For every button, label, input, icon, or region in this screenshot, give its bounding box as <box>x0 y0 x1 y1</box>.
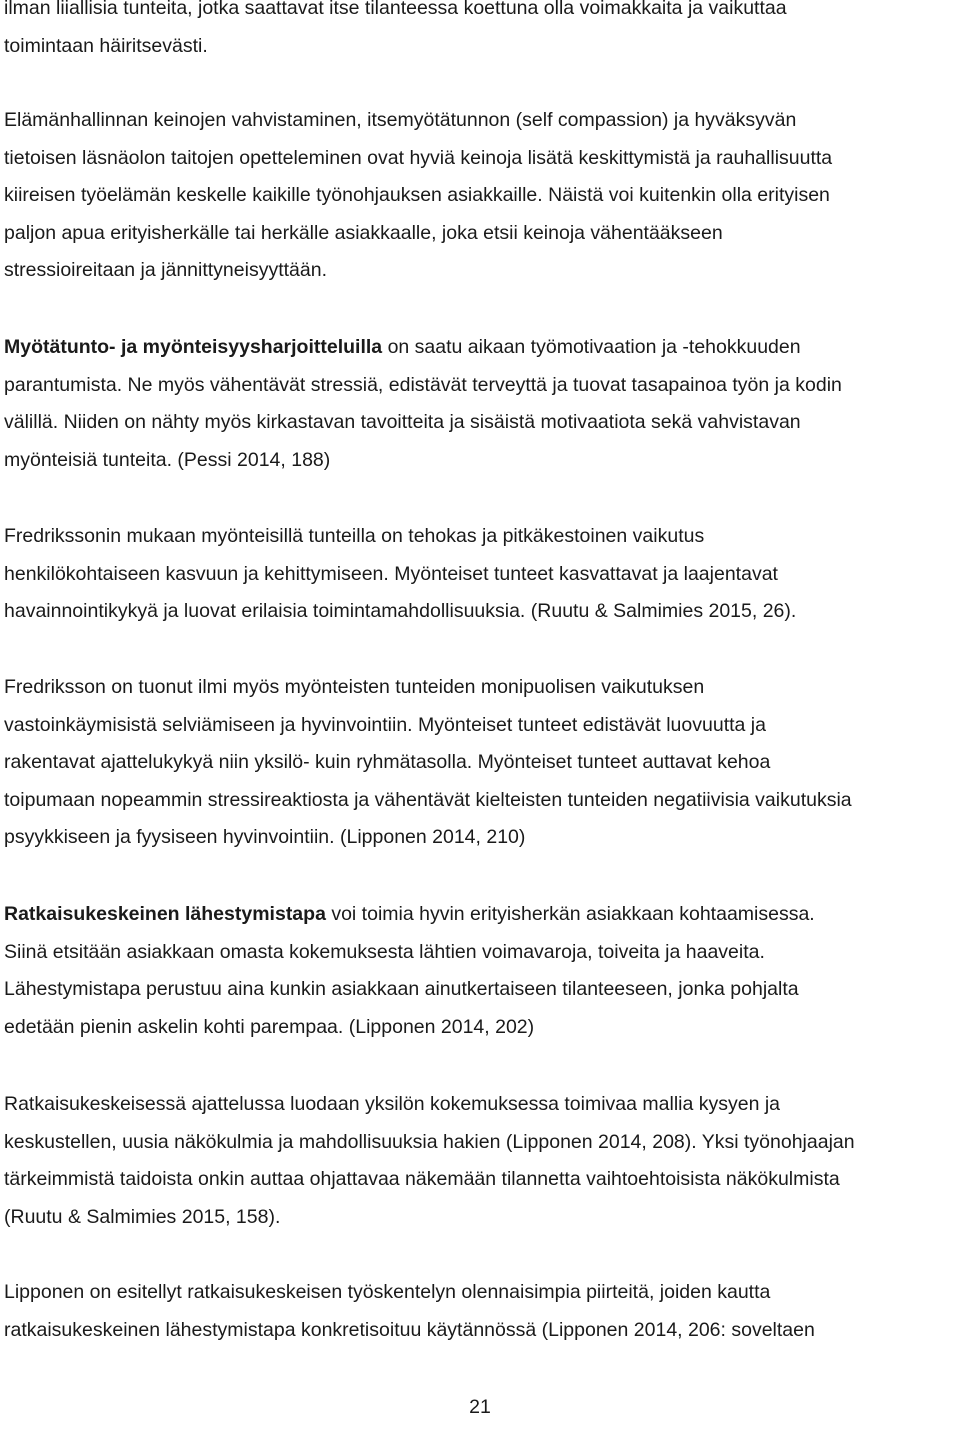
text-line <box>4 329 960 367</box>
text-line: keskustellen, uusia näkökulmia ja mahdollisuuksia hakien (Lipponen 2014, 208). Yksi työnohjaajan <box>4 1130 855 1153</box>
text-line: psyykkiseen ja fyysiseen hyvinvointiin. (Lipponen 2014, 210) <box>4 826 526 849</box>
text-line: myönteisiä tunteita. (Pessi 2014, 188) <box>4 448 331 471</box>
paragraph-3 <box>4 329 960 479</box>
text-line: kiireisen työelämän keskelle kaikille työnohjauksen asiakkaille. Näistä voi kuitenkin olla erityisen <box>4 184 830 207</box>
text-line: toipumaan nopeammin stressireaktiosta ja vähentävät kielteisten tunteiden negatiivisia vaikutuksia <box>4 788 852 811</box>
page-number: 21 <box>469 1396 491 1418</box>
text-line: Ratkaisukeskeisessä ajattelussa luodaan yksilön kokemuksessa toimivaa mallia kysyen ja <box>4 1093 781 1115</box>
text-line: rakentavat ajattelukykyä niin yksilö- kuin ryhmätasolla. Myönteiset tunteet auttavat kehoa <box>4 751 771 774</box>
text-line: Lipponen on esitellyt ratkaisukeskeisen työskentelyn olennaisimpia piirteitä, joiden kautta <box>4 1281 771 1303</box>
text-line: tärkeimmistä taidoista onkin auttaa ohjattavaa näkemään tilannetta vaihtoehtoisista näkökulmista <box>4 1168 840 1191</box>
paragraph-6 <box>4 896 960 1046</box>
paragraph-2 <box>4 102 960 290</box>
paragraph-8 <box>4 1274 960 1349</box>
text-line: toimintaan häiritsevästi. <box>4 34 208 57</box>
text-line: välillä. Niiden on nähty myös kirkastavan tavoitteita ja sisäistä motivaatiota sekä vahvistavan <box>4 411 801 434</box>
text-line: stressioireitaan ja jännittyneisyyttään. <box>4 259 327 282</box>
text-line: vastoinkäymisistä selviämiseen ja hyvinvointiin. Myönteiset tunteet edistävät luovuutta ja <box>4 713 766 736</box>
text-line: Fredriksson on tuonut ilmi myös myönteisten tunteiden monipuolisen vaikutuksen <box>4 676 705 698</box>
text-line: havainnointikykyä ja luovat erilaisia toimintamahdollisuuksia. (Ruutu & Salmimies 2015, 26). <box>4 600 797 623</box>
paragraph-7 <box>4 1086 960 1236</box>
bold-term: Myötätunto- ja myönteisyysharjoitteluilla <box>4 336 383 358</box>
text-line: (Ruutu & Salmimies 2015, 158). <box>4 1205 281 1228</box>
text-line <box>4 896 960 934</box>
text-line: henkilökohtaiseen kasvuun ja kehittymiseen. Myönteiset tunteet kasvattavat ja laajentavat <box>4 562 778 585</box>
text-run: voi toimia hyvin erityisherkän asiakkaan kohtaamisessa. <box>325 903 815 925</box>
text-run: on saatu aikaan työmotivaation ja -tehokkuuden <box>382 336 801 358</box>
bold-term: Ratkaisukeskeinen lähestymistapa <box>4 903 326 925</box>
text-line: tietoisen läsnäolon taitojen opetteleminen ovat hyviä keinoja lisätä keskittymistä ja rauhallisuutta <box>4 146 833 169</box>
paragraph-1 <box>4 0 960 65</box>
paragraph-4 <box>4 518 960 631</box>
text-line: ratkaisukeskeinen lähestymistapa konkretisoituu käytännössä (Lipponen 2014, 206: soveltaen <box>4 1318 815 1341</box>
text-line: paljon apua erityisherkälle tai herkälle asiakkaalle, joka etsii keinoja vähentääkseen <box>4 221 723 244</box>
text-line: Fredrikssonin mukaan myönteisillä tunteilla on tehokas ja pitkäkestoinen vaikutus <box>4 525 705 547</box>
text-line: edetään pienin askelin kohti parempaa. (Lipponen 2014, 202) <box>4 1015 535 1038</box>
text-line: Lähestymistapa perustuu aina kunkin asiakkaan ainutkertaiseen tilanteeseen, jonka pohjalta <box>4 978 799 1001</box>
text-line: Siinä etsitään asiakkaan omasta kokemuksesta lähtien voimavaroja, toiveita ja haaveita. <box>4 940 765 963</box>
text-line: ilman liiallisia tunteita, jotka saattavat itse tilanteessa koettuna olla voimakkaita ja vaikuttaa <box>4 0 787 19</box>
paragraph-5 <box>4 669 960 857</box>
text-line: parantumista. Ne myös vähentävät stressiä, edistävät terveyttä ja tuovat tasapainoa työn ja kodin <box>4 373 842 396</box>
text-line: Elämänhallinnan keinojen vahvistaminen, itsemyötätunnon (self compassion) ja hyväksyvän <box>4 109 797 131</box>
